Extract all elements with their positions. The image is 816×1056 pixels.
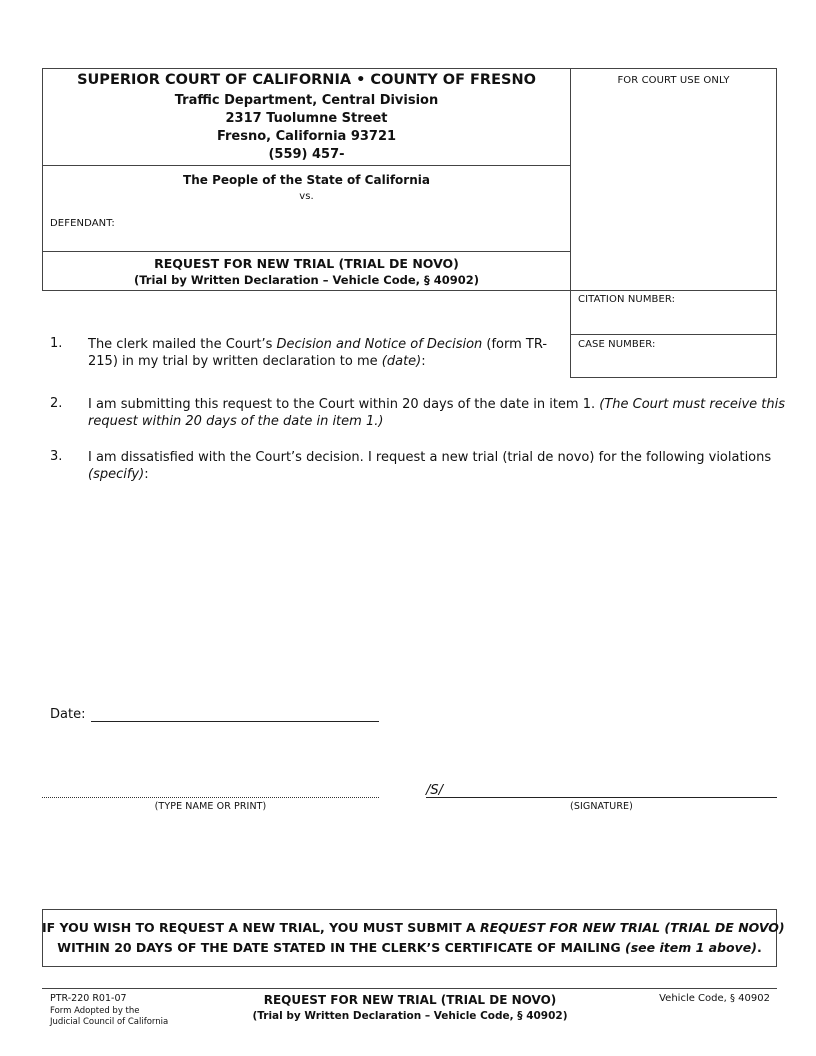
item-2-text: [88, 396, 786, 413]
defendant-label: DEFENDANT:: [50, 218, 115, 229]
court-city: Fresno, California 93721: [216, 129, 397, 144]
citation-number-field[interactable]: [571, 306, 776, 333]
item-2-text-a: I am submitting this request to the Court within 20 days of the date in item 1.: [88, 397, 600, 412]
notice-line-2-b: (see item 1 above): [625, 940, 757, 955]
court-street: 2317 Tuolumne Street: [225, 111, 388, 126]
item-2-number: 2.: [50, 396, 63, 411]
notice-line-2-a: WITHIN 20 DAYS OF THE DATE STATED IN THE CLERK’S CERTIFICATE OF MAILING: [57, 940, 625, 955]
item-1-text-line2: [88, 353, 558, 370]
item-2-text-b: (The Court must receive this: [599, 397, 786, 412]
signature-field[interactable]: [426, 797, 777, 798]
case-number-label: CASE NUMBER:: [578, 339, 656, 350]
header-divider-1: [42, 165, 571, 166]
item-1-text-b: Decision and Notice of Decision: [276, 337, 483, 352]
people-label: The People of the State of California: [183, 173, 430, 187]
item-1-text-f: :: [421, 354, 426, 369]
footer-adopted-1: Form Adopted by the: [50, 1006, 140, 1016]
item-3-text-c: :: [144, 467, 149, 482]
case-number-field[interactable]: [571, 351, 776, 377]
date-label: Date:: [50, 707, 86, 722]
notice-line-1-b: REQUEST FOR NEW TRIAL (TRIAL DE NOVO): [479, 920, 785, 935]
court-use-label: FOR COURT USE ONLY: [617, 75, 730, 86]
citation-number-label: CITATION NUMBER:: [578, 294, 676, 305]
court-name: SUPERIOR COURT OF CALIFORNIA • COUNTY OF FRESNO: [77, 72, 536, 88]
violations-field[interactable]: [88, 486, 778, 686]
item-1-text: [88, 336, 558, 353]
form-title: REQUEST FOR NEW TRIAL (TRIAL DE NOVO): [154, 256, 459, 271]
item-3-text-b: (specify): [88, 467, 145, 482]
type-name-label: (TYPE NAME OR PRINT): [154, 801, 267, 812]
notice-line-2: [42, 940, 777, 955]
item-3-text-line2: [88, 466, 778, 483]
footer-form-id: PTR-220 R01-07: [50, 993, 127, 1004]
footer-divider: [42, 988, 777, 989]
notice-box: [42, 909, 777, 967]
citation-divider: [570, 290, 777, 291]
item-3-number: 3.: [50, 449, 63, 464]
footer-code-ref: Vehicle Code, § 40902: [659, 993, 770, 1004]
item-2-text-c: request within 20 days of the date in item 1.): [88, 414, 384, 429]
court-phone: (559) 457-: [268, 147, 345, 162]
court-department: Traffic Department, Central Division: [174, 93, 439, 108]
footer-title: REQUEST FOR NEW TRIAL (TRIAL DE NOVO): [263, 993, 557, 1007]
item-1-number: 1.: [50, 336, 63, 351]
item-3-text-a: I am dissatisfied with the Court’s decision. I request a new trial (trial de novo) for the following violations: [88, 450, 772, 465]
notice-line-1-a: IF YOU WISH TO REQUEST A NEW TRIAL, YOU MUST SUBMIT A: [42, 920, 480, 935]
notice-line-1: [42, 920, 785, 935]
item-1-text-c: (form TR-: [482, 337, 548, 352]
item-2-text-line2: [88, 413, 778, 430]
type-name-field[interactable]: [42, 797, 379, 798]
header-divider-2: [42, 251, 571, 252]
footer-subtitle: (Trial by Written Declaration – Vehicle Code, § 40902): [252, 1010, 568, 1022]
case-divider: [570, 334, 777, 335]
item-3-text: [88, 449, 778, 466]
vs-label: vs.: [299, 191, 314, 202]
footer-adopted-2: Judicial Council of California: [50, 1017, 169, 1027]
item-1-text-a: The clerk mailed the Court’s: [88, 337, 277, 352]
notice-line-2-c: .: [756, 940, 762, 955]
signature-label: (SIGNATURE): [570, 801, 633, 812]
date-field[interactable]: [91, 721, 379, 722]
form-subtitle: (Trial by Written Declaration – Vehicle Code, § 40902): [133, 273, 480, 287]
signature-prefix: /S/: [426, 783, 444, 798]
item-1-text-d: 215) in my trial by written declaration to me: [88, 354, 382, 369]
item-1-text-e: (date): [381, 354, 422, 369]
